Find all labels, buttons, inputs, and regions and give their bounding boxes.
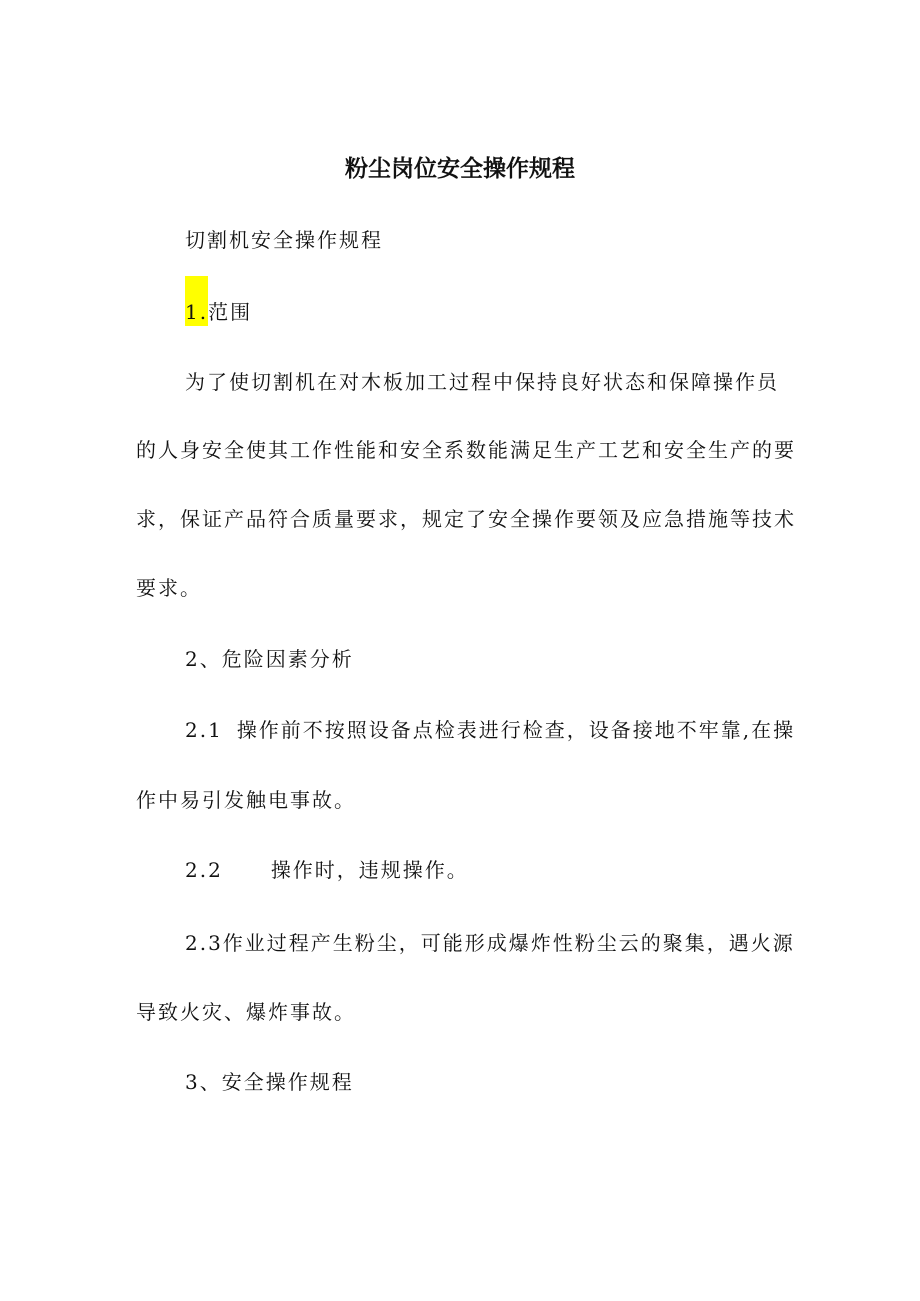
item-2-2-text: 操作时，违规操作。 [270, 858, 469, 882]
document-title: 粉尘岗位安全操作规程 [345, 156, 575, 182]
item-2-2 [185, 856, 469, 884]
item-2-1-text: 操作前不按照设备点检表进行检查，设备接地不牢靠,在操 [236, 718, 796, 742]
section-1-heading [185, 298, 252, 326]
item-2-1-line-2: 作中易引发触电事故。 [136, 788, 356, 812]
section-2-heading: 2、危险因素分析 [185, 647, 354, 671]
paragraph-line: 的人身安全使其工作性能和安全系数能满足生产工艺和安全生产的要 [136, 438, 796, 462]
section-1-number: 1. [185, 276, 208, 326]
item-2-1-number: 2.1 [185, 718, 223, 742]
section-3-heading: 3、安全操作规程 [185, 1070, 354, 1094]
paragraph-line: 求，保证产品符合质量要求，规定了安全操作要领及应急措施等技术 [136, 507, 796, 531]
item-2-1-line-1 [185, 716, 795, 744]
section-subtitle: 切割机安全操作规程 [185, 228, 383, 252]
item-2-2-number: 2.2 [185, 858, 223, 882]
item-2-3-line-1: 2.3作业过程产生粉尘，可能形成爆炸性粉尘云的聚集，遇火源 [185, 931, 795, 955]
paragraph-line: 要求。 [136, 576, 202, 600]
item-2-3-line-2: 导致火灾、爆炸事故。 [136, 1000, 356, 1024]
paragraph-line: 为了使切割机在对木板加工过程中保持良好状态和保障操作员 [185, 370, 779, 394]
section-1-label: 范围 [208, 300, 253, 324]
